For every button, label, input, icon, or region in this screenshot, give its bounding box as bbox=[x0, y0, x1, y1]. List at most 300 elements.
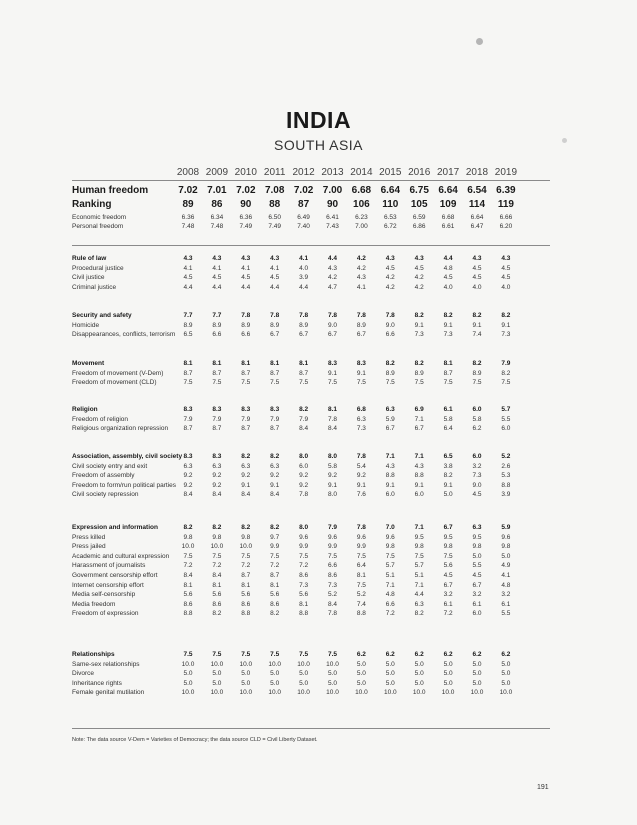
row-label: Relationships bbox=[72, 651, 115, 658]
cell-value: 8.7 bbox=[241, 425, 251, 433]
cell-value: 9.1 bbox=[356, 481, 366, 489]
cell-value: 6.0 bbox=[501, 425, 511, 433]
cell-value: 8.8 bbox=[501, 481, 511, 489]
cell-value: 6.59 bbox=[412, 214, 426, 221]
cell-value: 6.8 bbox=[356, 406, 366, 413]
cell-value: 4.3 bbox=[270, 255, 280, 262]
cell-value: 5.1 bbox=[385, 572, 395, 579]
cell-value: 10.0 bbox=[441, 689, 455, 697]
cell-value: 8.7 bbox=[212, 369, 222, 377]
cell-value: 8.1 bbox=[299, 360, 309, 367]
cell-value: 8.2 bbox=[241, 524, 251, 531]
cell-value: 4.5 bbox=[414, 264, 424, 272]
cell-value: 7.8 bbox=[385, 312, 395, 319]
cell-value: 8.4 bbox=[183, 491, 193, 499]
row-label: Ranking bbox=[72, 199, 112, 210]
cell-value: 8.2 bbox=[270, 524, 280, 531]
cell-value: 7.1 bbox=[414, 581, 424, 589]
cell-value: 8.7 bbox=[443, 369, 453, 377]
cell-value: 8.1 bbox=[183, 581, 193, 589]
row-label: Rule of law bbox=[72, 255, 107, 262]
table-row bbox=[72, 370, 552, 380]
row-label: Disappearances, conflicts, terrorism bbox=[72, 331, 176, 339]
cell-value: 4.1 bbox=[270, 264, 280, 272]
cell-value: 8.2 bbox=[501, 369, 511, 377]
cell-value: 8.3 bbox=[212, 453, 222, 460]
cell-value: 7.5 bbox=[327, 552, 338, 560]
cell-value: 9.6 bbox=[501, 533, 511, 541]
cell-value: 4.1 bbox=[501, 572, 511, 579]
cell-value: 7.9 bbox=[299, 415, 309, 423]
cell-value: 8.1 bbox=[270, 360, 280, 367]
cell-value: 8.3 bbox=[183, 453, 193, 460]
cell-value: 7.5 bbox=[299, 379, 309, 387]
cell-value: 5.1 bbox=[414, 572, 424, 579]
cell-value: 5.0 bbox=[443, 660, 453, 668]
cell-value: 7.5 bbox=[270, 552, 280, 560]
cell-value: 5.0 bbox=[270, 670, 280, 678]
cell-value: 6.5 bbox=[443, 453, 453, 460]
cell-value: 8.9 bbox=[241, 321, 251, 329]
cell-value: 4.0 bbox=[443, 283, 453, 291]
cell-value: 4.0 bbox=[472, 283, 482, 291]
row-label: Government censorship effort bbox=[72, 572, 158, 579]
cell-value: 9.2 bbox=[327, 472, 338, 480]
row-label: Economic freedom bbox=[72, 214, 127, 221]
row-label: Divorce bbox=[72, 670, 95, 678]
cell-value: 9.8 bbox=[385, 543, 395, 551]
cell-value: 6.7 bbox=[299, 331, 309, 339]
cell-value: 7.5 bbox=[212, 651, 222, 658]
cell-value: 7.9 bbox=[241, 415, 251, 423]
cell-value: 5.8 bbox=[472, 415, 482, 423]
cell-value: 4.4 bbox=[414, 591, 424, 599]
cell-value: 8.7 bbox=[241, 572, 251, 579]
cell-value: 6.1 bbox=[472, 600, 482, 608]
cell-value: 8.2 bbox=[385, 360, 395, 367]
cell-value: 7.5 bbox=[356, 552, 366, 560]
cell-value: 8.1 bbox=[327, 406, 338, 413]
cell-value: 4.2 bbox=[356, 255, 366, 262]
table-row bbox=[72, 379, 552, 389]
cell-value: 8.3 bbox=[183, 406, 193, 413]
cell-value: 5.0 bbox=[241, 679, 251, 687]
cell-value: 8.6 bbox=[212, 600, 222, 608]
cell-value: 6.49 bbox=[297, 214, 310, 221]
cell-value: 5.0 bbox=[414, 679, 424, 687]
year-header: 2008 bbox=[176, 167, 200, 178]
cell-value: 5.7 bbox=[385, 562, 395, 570]
cell-value: 7.3 bbox=[414, 331, 424, 339]
cell-value: 6.9 bbox=[414, 406, 424, 413]
cell-value: 5.0 bbox=[501, 670, 511, 678]
cell-value: 9.9 bbox=[270, 543, 280, 551]
cell-value: 7.3 bbox=[501, 331, 511, 339]
cell-value: 6.39 bbox=[496, 185, 516, 196]
cell-value: 7.5 bbox=[183, 379, 193, 387]
cell-value: 8.7 bbox=[270, 572, 280, 579]
table-row bbox=[72, 199, 552, 209]
cell-value: 4.8 bbox=[443, 264, 453, 272]
cell-value: 6.7 bbox=[385, 425, 395, 433]
cell-value: 8.3 bbox=[356, 360, 366, 367]
year-header: 2018 bbox=[465, 167, 489, 178]
cell-value: 8.1 bbox=[299, 600, 309, 608]
cell-value: 6.0 bbox=[472, 406, 482, 413]
table-row bbox=[72, 274, 552, 284]
cell-value: 6.54 bbox=[467, 185, 487, 196]
cell-value: 4.1 bbox=[212, 264, 222, 272]
cell-value: 7.1 bbox=[414, 453, 424, 460]
row-label: Press killed bbox=[72, 533, 106, 541]
cell-value: 8.2 bbox=[501, 312, 511, 319]
cell-value: 6.3 bbox=[212, 462, 222, 470]
cell-value: 8.2 bbox=[414, 610, 424, 618]
cell-value: 8.1 bbox=[356, 572, 366, 579]
cell-value: 8.2 bbox=[270, 610, 280, 618]
cell-value: 6.64 bbox=[470, 214, 484, 221]
cell-value: 5.0 bbox=[443, 679, 453, 687]
cell-value: 6.2 bbox=[414, 651, 424, 658]
cell-value: 6.68 bbox=[441, 214, 455, 221]
cell-value: 7.8 bbox=[327, 610, 338, 618]
cell-value: 10.0 bbox=[326, 689, 339, 697]
cell-value: 105 bbox=[410, 199, 428, 210]
cell-value: 6.7 bbox=[356, 331, 366, 339]
cell-value: 8.8 bbox=[299, 610, 309, 618]
row-label: Inheritance rights bbox=[72, 679, 122, 687]
cell-value: 7.4 bbox=[472, 331, 482, 339]
cell-value: 6.86 bbox=[412, 223, 426, 230]
cell-value: 7.8 bbox=[299, 491, 309, 499]
cell-value: 7.5 bbox=[241, 552, 251, 560]
cell-value: 114 bbox=[468, 199, 486, 210]
cell-value: 4.4 bbox=[212, 283, 222, 291]
cell-value: 4.4 bbox=[443, 255, 453, 262]
cell-value: 6.68 bbox=[351, 185, 372, 196]
cell-value: 8.2 bbox=[414, 360, 424, 367]
cell-value: 7.00 bbox=[355, 223, 368, 230]
cell-value: 5.8 bbox=[443, 415, 453, 423]
cell-value: 6.64 bbox=[380, 185, 401, 196]
cell-value: 3.9 bbox=[299, 274, 309, 282]
cell-value: 9.2 bbox=[212, 472, 222, 480]
cell-value: 4.1 bbox=[299, 255, 309, 262]
cell-value: 6.66 bbox=[499, 214, 513, 221]
row-label: Civil society repression bbox=[72, 491, 139, 499]
cell-value: 106 bbox=[353, 199, 370, 210]
cell-value: 9.8 bbox=[443, 543, 453, 551]
cell-value: 4.1 bbox=[183, 264, 193, 272]
cell-value: 5.2 bbox=[356, 591, 366, 599]
table-row bbox=[72, 651, 552, 661]
cell-value: 3.8 bbox=[443, 462, 453, 470]
cell-value: 9.8 bbox=[212, 533, 222, 541]
cell-value: 5.2 bbox=[327, 591, 338, 599]
cell-value: 10.0 bbox=[239, 689, 253, 697]
cell-value: 5.0 bbox=[299, 670, 309, 678]
cell-value: 7.00 bbox=[322, 185, 343, 196]
cell-value: 8.4 bbox=[241, 491, 251, 499]
cell-value: 7.3 bbox=[356, 425, 366, 433]
cell-value: 7.5 bbox=[443, 379, 453, 387]
cell-value: 3.2 bbox=[472, 462, 482, 470]
cell-value: 5.6 bbox=[299, 591, 309, 599]
cell-value: 6.6 bbox=[241, 331, 251, 339]
table-row bbox=[72, 572, 552, 582]
cell-value: 9.6 bbox=[356, 533, 366, 541]
table-row bbox=[72, 562, 552, 572]
cell-value: 5.0 bbox=[443, 670, 453, 678]
cell-value: 7.3 bbox=[443, 331, 453, 339]
cell-value: 9.6 bbox=[299, 533, 309, 541]
cell-value: 5.0 bbox=[414, 670, 424, 678]
cell-value: 7.7 bbox=[183, 312, 193, 319]
row-label: Press jailed bbox=[72, 543, 106, 551]
cell-value: 4.5 bbox=[270, 274, 280, 282]
cell-value: 8.7 bbox=[212, 425, 222, 433]
cell-value: 6.4 bbox=[443, 425, 453, 433]
cell-value: 9.9 bbox=[299, 543, 309, 551]
cell-value: 5.4 bbox=[356, 462, 366, 470]
cell-value: 5.0 bbox=[472, 679, 482, 687]
cell-value: 5.6 bbox=[270, 591, 280, 599]
cell-value: 4.2 bbox=[327, 274, 338, 282]
page-number: 191 bbox=[537, 784, 549, 791]
cell-value: 5.5 bbox=[501, 610, 511, 618]
cell-value: 8.2 bbox=[443, 472, 453, 480]
cell-value: 7.8 bbox=[327, 415, 338, 423]
cell-value: 8.0 bbox=[299, 524, 309, 531]
cell-value: 90 bbox=[326, 199, 339, 210]
cell-value: 7.5 bbox=[183, 552, 193, 560]
year-header: 2013 bbox=[321, 167, 344, 178]
cell-value: 6.36 bbox=[239, 214, 253, 221]
cell-value: 8.4 bbox=[212, 572, 222, 579]
cell-value: 8.2 bbox=[472, 312, 482, 319]
cell-value: 3.9 bbox=[501, 491, 511, 499]
cell-value: 4.5 bbox=[501, 264, 511, 272]
cell-value: 7.8 bbox=[356, 524, 366, 531]
table-row bbox=[72, 322, 552, 332]
cell-value: 8.2 bbox=[212, 610, 222, 618]
cell-value: 109 bbox=[439, 199, 457, 210]
cell-value: 10.0 bbox=[297, 689, 310, 697]
row-label: Criminal justice bbox=[72, 283, 117, 291]
cell-value: 7.8 bbox=[241, 312, 251, 319]
year-header: 2019 bbox=[494, 167, 518, 178]
cell-value: 10.0 bbox=[355, 689, 368, 697]
page-title: INDIA bbox=[285, 107, 352, 133]
cell-value: 6.0 bbox=[385, 491, 395, 499]
cell-value: 4.5 bbox=[472, 274, 482, 282]
cell-value: 10.0 bbox=[239, 660, 253, 668]
cell-value: 8.7 bbox=[183, 425, 193, 433]
cell-value: 5.0 bbox=[356, 670, 366, 678]
cell-value: 7.5 bbox=[327, 379, 338, 387]
year-header: 2017 bbox=[436, 167, 460, 178]
cell-value: 7.5 bbox=[299, 651, 309, 658]
table-row bbox=[72, 360, 552, 370]
table-row bbox=[72, 463, 552, 473]
row-label: Media self-censorship bbox=[72, 591, 136, 599]
cell-value: 9.6 bbox=[385, 533, 395, 541]
cell-value: 8.8 bbox=[385, 472, 395, 480]
cell-value: 7.0 bbox=[385, 524, 395, 531]
cell-value: 5.0 bbox=[183, 670, 193, 678]
cell-value: 8.6 bbox=[241, 600, 251, 608]
table-rule bbox=[72, 728, 550, 729]
cell-value: 8.1 bbox=[241, 360, 251, 367]
cell-value: 110 bbox=[382, 199, 399, 210]
cell-value: 9.1 bbox=[385, 481, 395, 489]
row-label: Freedom of movement (CLD) bbox=[72, 379, 157, 387]
cell-value: 6.50 bbox=[268, 214, 282, 221]
cell-value: 9.9 bbox=[327, 543, 338, 551]
table-row bbox=[72, 265, 552, 275]
cell-value: 5.0 bbox=[472, 552, 482, 560]
cell-value: 7.5 bbox=[327, 651, 338, 658]
cell-value: 7.8 bbox=[356, 453, 366, 460]
cell-value: 7.5 bbox=[501, 379, 511, 387]
cell-value: 4.5 bbox=[443, 274, 453, 282]
cell-value: 7.5 bbox=[299, 552, 309, 560]
cell-value: 6.0 bbox=[472, 453, 482, 460]
table-row bbox=[72, 491, 552, 501]
row-label: Media freedom bbox=[72, 600, 116, 608]
cell-value: 10.0 bbox=[268, 689, 282, 697]
cell-value: 7.02 bbox=[293, 185, 314, 196]
cell-value: 4.2 bbox=[385, 283, 395, 291]
cell-value: 4.5 bbox=[385, 264, 395, 272]
cell-value: 5.0 bbox=[183, 679, 193, 687]
cell-value: 4.8 bbox=[501, 581, 511, 589]
scan-dot bbox=[476, 38, 483, 45]
cell-value: 9.2 bbox=[212, 481, 222, 489]
cell-value: 4.3 bbox=[414, 462, 424, 470]
cell-value: 8.2 bbox=[472, 360, 482, 367]
cell-value: 8.7 bbox=[183, 369, 193, 377]
cell-value: 8.9 bbox=[299, 321, 309, 329]
cell-value: 7.5 bbox=[241, 379, 251, 387]
cell-value: 4.4 bbox=[299, 283, 309, 291]
cell-value: 8.2 bbox=[212, 524, 222, 531]
cell-value: 9.9 bbox=[356, 543, 366, 551]
cell-value: 6.61 bbox=[441, 223, 455, 230]
cell-value: 9.0 bbox=[327, 321, 338, 329]
cell-value: 7.6 bbox=[356, 491, 366, 499]
year-header: 2012 bbox=[292, 167, 315, 178]
cell-value: 6.3 bbox=[385, 406, 395, 413]
cell-value: 6.7 bbox=[327, 331, 338, 339]
cell-value: 8.9 bbox=[472, 369, 482, 377]
table-row bbox=[72, 312, 552, 322]
cell-value: 3.2 bbox=[472, 591, 482, 599]
cell-value: 9.0 bbox=[472, 481, 482, 489]
table-row bbox=[72, 406, 552, 416]
cell-value: 5.7 bbox=[501, 406, 511, 413]
cell-value: 2.6 bbox=[501, 462, 511, 470]
row-label: Homicide bbox=[72, 321, 100, 329]
cell-value: 9.2 bbox=[183, 472, 193, 480]
cell-value: 5.0 bbox=[241, 670, 251, 678]
cell-value: 7.9 bbox=[501, 360, 511, 367]
cell-value: 8.6 bbox=[183, 600, 193, 608]
table-row bbox=[72, 670, 552, 680]
cell-value: 3.2 bbox=[443, 591, 453, 599]
cell-value: 8.3 bbox=[241, 406, 251, 413]
cell-value: 8.9 bbox=[414, 369, 424, 377]
cell-value: 6.4 bbox=[356, 562, 366, 570]
cell-value: 7.1 bbox=[385, 453, 395, 460]
cell-value: 7.5 bbox=[356, 379, 366, 387]
cell-value: 7.5 bbox=[443, 552, 453, 560]
cell-value: 7.49 bbox=[268, 223, 282, 230]
cell-value: 9.1 bbox=[443, 321, 453, 329]
cell-value: 6.3 bbox=[241, 462, 251, 470]
cell-value: 9.8 bbox=[414, 543, 424, 551]
cell-value: 6.0 bbox=[414, 491, 424, 499]
table-row bbox=[72, 543, 552, 553]
cell-value: 4.5 bbox=[212, 274, 222, 282]
cell-value: 5.0 bbox=[501, 660, 511, 668]
cell-value: 6.2 bbox=[472, 425, 482, 433]
cell-value: 6.75 bbox=[409, 185, 429, 196]
cell-value: 9.5 bbox=[414, 533, 424, 541]
cell-value: 8.9 bbox=[385, 369, 395, 377]
cell-value: 5.0 bbox=[443, 491, 453, 499]
table-row bbox=[72, 582, 552, 592]
page-subtitle: SOUTH ASIA bbox=[273, 137, 364, 153]
cell-value: 4.3 bbox=[414, 255, 424, 262]
cell-value: 7.9 bbox=[327, 524, 338, 531]
cell-value: 4.7 bbox=[327, 283, 338, 291]
cell-value: 7.2 bbox=[183, 562, 193, 570]
cell-value: 7.01 bbox=[207, 185, 227, 196]
cell-value: 7.7 bbox=[212, 312, 222, 319]
cell-value: 8.8 bbox=[356, 610, 366, 618]
cell-value: 4.5 bbox=[501, 274, 511, 282]
cell-value: 5.0 bbox=[327, 679, 338, 687]
cell-value: 8.9 bbox=[270, 321, 280, 329]
cell-value: 8.4 bbox=[212, 491, 222, 499]
cell-value: 8.1 bbox=[183, 360, 193, 367]
cell-value: 5.2 bbox=[501, 453, 511, 460]
table-row bbox=[72, 185, 552, 195]
cell-value: 10.0 bbox=[239, 543, 253, 551]
cell-value: 8.2 bbox=[270, 453, 280, 460]
table-row bbox=[72, 425, 552, 435]
cell-value: 7.02 bbox=[236, 185, 256, 196]
cell-value: 7.9 bbox=[270, 415, 280, 423]
cell-value: 6.34 bbox=[210, 214, 224, 221]
cell-value: 5.9 bbox=[501, 524, 511, 531]
cell-value: 8.4 bbox=[299, 425, 309, 433]
cell-value: 8.2 bbox=[299, 406, 309, 413]
cell-value: 8.7 bbox=[299, 369, 309, 377]
cell-value: 9.2 bbox=[299, 472, 309, 480]
cell-value: 5.0 bbox=[385, 660, 395, 668]
cell-value: 5.0 bbox=[356, 679, 366, 687]
cell-value: 6.6 bbox=[385, 600, 395, 608]
cell-value: 8.1 bbox=[443, 360, 453, 367]
cell-value: 5.6 bbox=[183, 591, 193, 599]
cell-value: 10.0 bbox=[499, 689, 513, 697]
cell-value: 4.5 bbox=[183, 274, 193, 282]
row-label: Freedom of assembly bbox=[72, 472, 135, 480]
year-header: 2009 bbox=[205, 167, 229, 178]
cell-value: 6.53 bbox=[383, 214, 397, 221]
